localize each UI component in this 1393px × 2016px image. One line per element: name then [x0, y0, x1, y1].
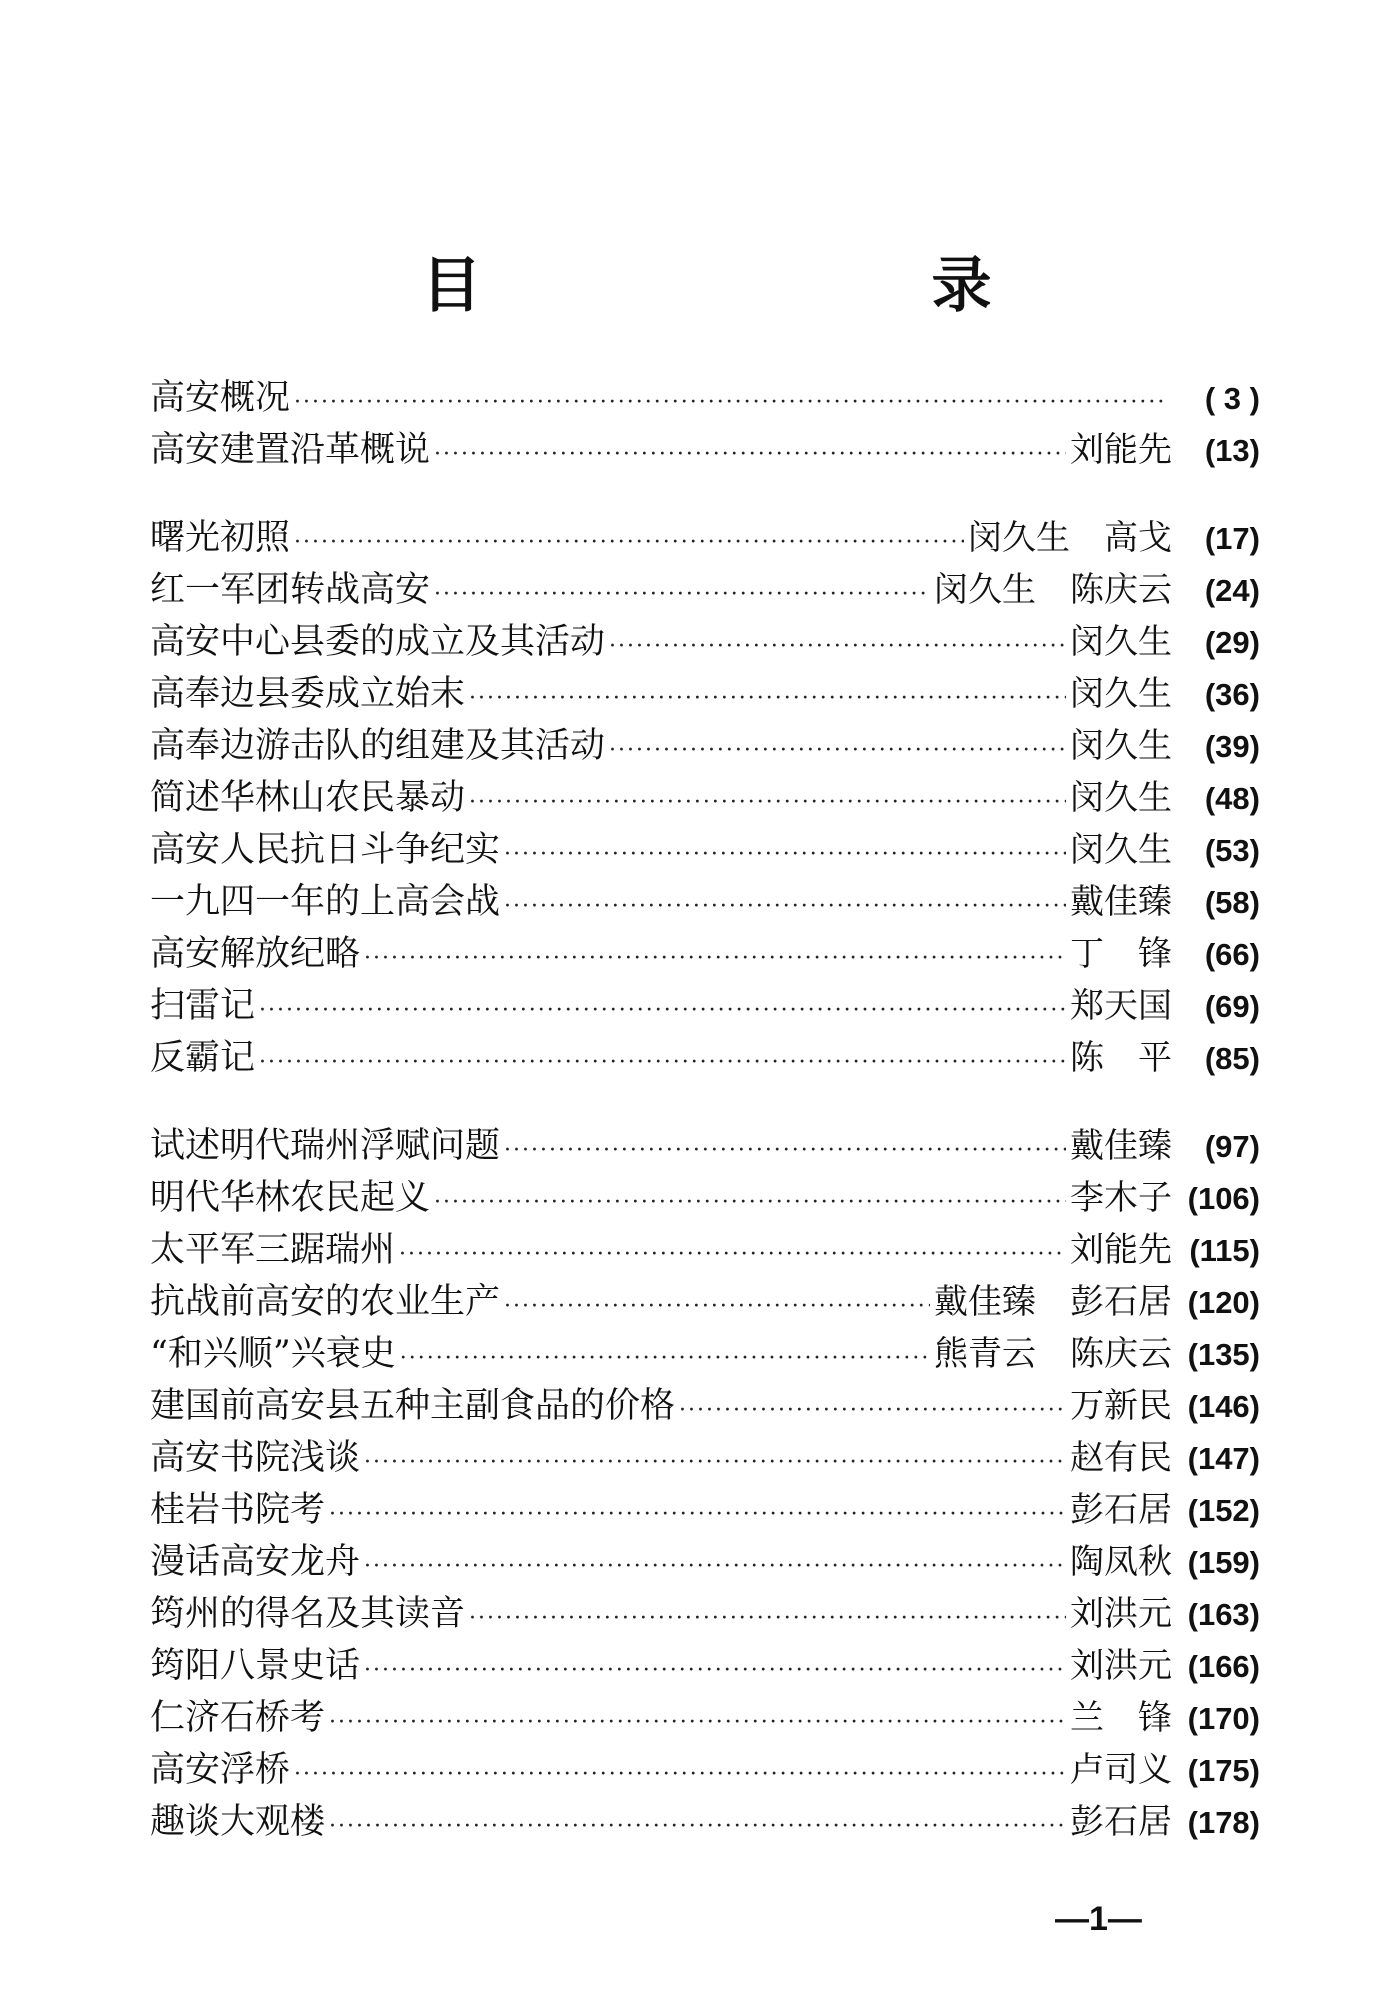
entry-title: 桂岩书院考 — [150, 1490, 326, 1530]
entry-author: 卢司义 — [1070, 1750, 1172, 1790]
dot-leader — [294, 517, 964, 569]
entry-author: 陶凤秋 — [1070, 1542, 1172, 1582]
entry-author: 闵久生 — [1070, 674, 1172, 714]
entry-author: 李木子 — [1070, 1178, 1172, 1218]
dot-leader — [329, 1489, 1066, 1541]
dot-leader — [259, 1037, 1066, 1089]
entry-page: (106) — [1187, 1181, 1260, 1216]
page-number: —1— — [1055, 1900, 1142, 1938]
toc-entry — [150, 772, 1260, 824]
entry-author: 刘洪元 — [1070, 1594, 1172, 1634]
entry-author: 彭石居 — [1070, 1802, 1172, 1842]
entry-author: 刘能先 — [1070, 1230, 1172, 1270]
entry-author: 闵久生 高戈 — [968, 518, 1172, 558]
entry-title: 太平军三踞瑞州 — [150, 1230, 396, 1270]
toc-entry — [150, 1588, 1260, 1640]
entry-title: 一九四一年的上高会战 — [150, 882, 501, 922]
dot-leader — [399, 1229, 1066, 1281]
toc-entry — [150, 928, 1260, 980]
entry-author: 陈 平 — [1070, 1038, 1172, 1078]
entry-page: (175) — [1187, 1753, 1260, 1788]
dot-leader — [679, 1385, 1066, 1437]
dot-leader — [400, 1333, 930, 1385]
entry-title: 高安中心县委的成立及其活动 — [150, 622, 606, 662]
entry-page: (66) — [1204, 937, 1260, 972]
dot-leader — [504, 829, 1066, 881]
dot-leader — [469, 1593, 1066, 1645]
entry-page: (170) — [1187, 1701, 1260, 1736]
toc-entry — [150, 1796, 1260, 1848]
entry-title: 高安浮桥 — [150, 1750, 291, 1790]
entry-author: 赵有民 — [1070, 1438, 1172, 1478]
entry-page: (178) — [1187, 1805, 1260, 1840]
toc-entry — [150, 1120, 1260, 1172]
entry-title: 高奉边游击队的组建及其活动 — [150, 726, 606, 766]
entry-page: (53) — [1204, 833, 1260, 868]
entry-author: 丁 锋 — [1070, 934, 1172, 974]
toc-entry — [150, 668, 1260, 720]
entry-author: 万新民 — [1070, 1386, 1172, 1426]
entry-author: 闵久生 — [1070, 622, 1172, 662]
dot-leader — [504, 1125, 1066, 1177]
toc-entry — [150, 372, 1260, 424]
toc-entry — [150, 1328, 1260, 1380]
entry-author: 彭石居 — [1070, 1490, 1172, 1530]
entry-page: (115) — [1189, 1233, 1260, 1268]
entry-author: 闵久生 陈庆云 — [934, 570, 1172, 610]
entry-page: (24) — [1204, 573, 1260, 608]
entry-page: (152) — [1187, 1493, 1260, 1528]
dot-leader — [469, 777, 1066, 829]
entry-title: 红一军团转战高安 — [150, 570, 431, 610]
toc-entry — [150, 1224, 1260, 1276]
page-title: 目 录 — [421, 251, 1102, 321]
dot-leader — [364, 1541, 1066, 1593]
entry-title: 筠州的得名及其读音 — [150, 1594, 466, 1634]
toc-entry — [150, 564, 1260, 616]
toc-entry — [150, 424, 1260, 476]
toc-entry — [150, 980, 1260, 1032]
dot-leader — [504, 881, 1066, 933]
entry-page: (163) — [1187, 1597, 1260, 1632]
entry-page: (13) — [1204, 433, 1260, 468]
entry-author: 刘洪元 — [1070, 1646, 1172, 1686]
entry-title: 抗战前高安的农业生产 — [150, 1282, 501, 1322]
entry-page: (58) — [1204, 885, 1260, 920]
toc-entry — [150, 1172, 1260, 1224]
entry-title: 简述华林山农民暴动 — [150, 778, 466, 818]
toc-entry — [150, 720, 1260, 772]
entry-title: 高安建置沿革概说 — [150, 430, 431, 470]
entry-page: (135) — [1187, 1337, 1260, 1372]
entry-title: 反霸记 — [150, 1038, 256, 1078]
entry-author: 闵久生 — [1070, 830, 1172, 870]
entry-title: 试述明代瑞州浮赋问题 — [150, 1126, 501, 1166]
dot-leader — [364, 933, 1066, 985]
entry-author: 戴佳臻 彭石居 — [934, 1282, 1172, 1322]
dot-leader — [329, 1697, 1066, 1749]
entry-page: ( 3 ) — [1204, 381, 1260, 416]
entry-title: 高安人民抗日斗争纪实 — [150, 830, 501, 870]
entry-title: 筠阳八景史话 — [150, 1646, 361, 1686]
toc-entry — [150, 1432, 1260, 1484]
toc-entry — [150, 512, 1260, 564]
dot-leader — [609, 621, 1066, 673]
entry-title: 漫话高安龙舟 — [150, 1542, 361, 1582]
dot-leader — [609, 725, 1066, 777]
table-of-contents — [150, 372, 1260, 1848]
dot-leader — [259, 985, 1066, 1037]
toc-entry — [150, 1744, 1260, 1796]
entry-title: 仁济石桥考 — [150, 1698, 326, 1738]
toc-entry — [150, 824, 1260, 876]
section-gap — [150, 1084, 1260, 1120]
entry-page: (48) — [1204, 781, 1260, 816]
entry-title: 高安解放纪略 — [150, 934, 361, 974]
entry-title: “和兴顺”兴衰史 — [150, 1334, 396, 1374]
dot-leader — [364, 1437, 1066, 1489]
entry-author: 闵久生 — [1070, 778, 1172, 818]
entry-author: 刘能先 — [1070, 430, 1172, 470]
toc-entry — [150, 1640, 1260, 1692]
dot-leader — [294, 377, 1168, 429]
entry-title: 曙光初照 — [150, 518, 291, 558]
entry-page: (97) — [1204, 1129, 1260, 1164]
entry-page: (29) — [1204, 625, 1260, 660]
entry-title: 高安书院浅谈 — [150, 1438, 361, 1478]
dot-leader — [434, 429, 1066, 481]
dot-leader — [504, 1281, 930, 1333]
toc-entry — [150, 1484, 1260, 1536]
entry-page: (36) — [1204, 677, 1260, 712]
toc-entry — [150, 1536, 1260, 1588]
toc-entry — [150, 876, 1260, 928]
entry-page: (159) — [1187, 1545, 1260, 1580]
entry-title: 高安概况 — [150, 378, 291, 418]
dot-leader — [294, 1749, 1066, 1801]
toc-entry — [150, 1032, 1260, 1084]
toc-entry — [150, 616, 1260, 668]
entry-page: (85) — [1204, 1041, 1260, 1076]
entry-page: (69) — [1204, 989, 1260, 1024]
entry-author: 闵久生 — [1070, 726, 1172, 766]
entry-page: (147) — [1187, 1441, 1260, 1476]
entry-title: 扫雷记 — [150, 986, 256, 1026]
toc-entry — [150, 1380, 1260, 1432]
dot-leader — [469, 673, 1066, 725]
entry-title: 高奉边县委成立始末 — [150, 674, 466, 714]
entry-author: 戴佳臻 — [1070, 1126, 1172, 1166]
dot-leader — [364, 1645, 1066, 1697]
entry-title: 趣谈大观楼 — [150, 1802, 326, 1842]
dot-leader — [434, 569, 930, 621]
entry-page: (17) — [1204, 521, 1260, 556]
dot-leader — [434, 1177, 1066, 1229]
entry-author: 戴佳臻 — [1070, 882, 1172, 922]
toc-entry — [150, 1692, 1260, 1744]
entry-author: 郑天国 — [1070, 986, 1172, 1026]
toc-entry — [150, 1276, 1260, 1328]
entry-title: 明代华林农民起义 — [150, 1178, 431, 1218]
entry-page: (39) — [1204, 729, 1260, 764]
section-gap — [150, 476, 1260, 512]
entry-page: (146) — [1187, 1389, 1260, 1424]
entry-author: 熊青云 陈庆云 — [934, 1334, 1172, 1374]
entry-title: 建国前高安县五种主副食品的价格 — [150, 1386, 676, 1426]
entry-page: (166) — [1187, 1649, 1260, 1684]
entry-author: 兰 锋 — [1070, 1698, 1172, 1738]
dot-leader — [329, 1801, 1066, 1853]
entry-page: (120) — [1187, 1285, 1260, 1320]
